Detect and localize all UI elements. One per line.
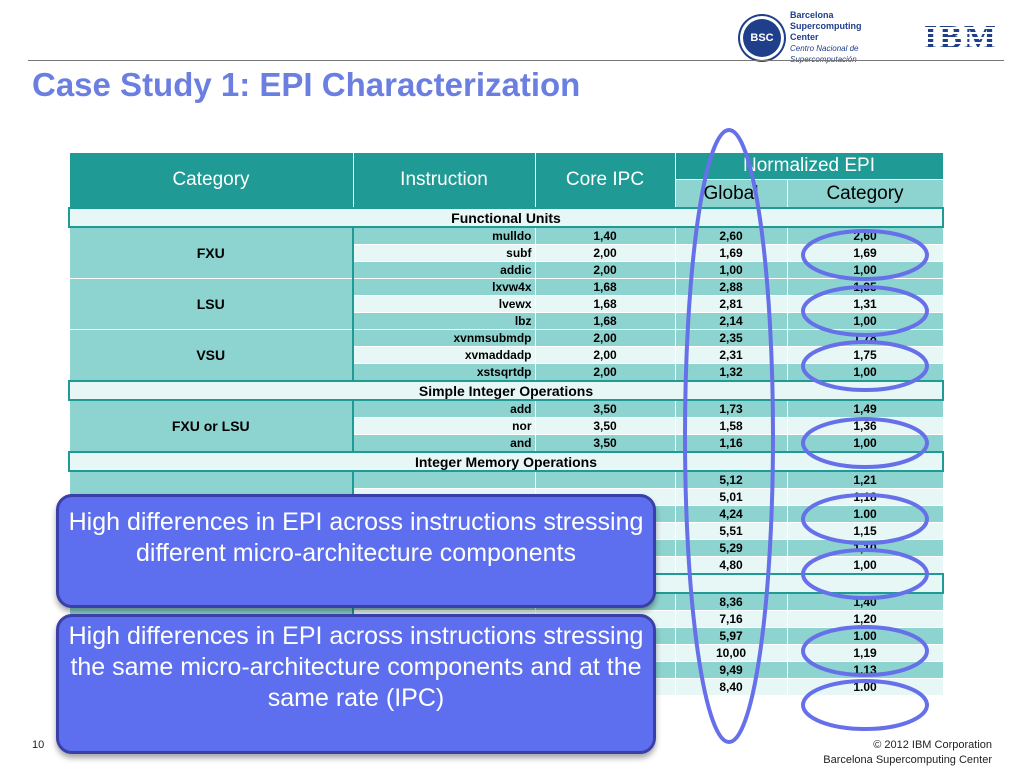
global-epi-cell: 7,16 xyxy=(675,611,787,628)
page-number: 10 xyxy=(32,739,45,751)
section-title: Functional Units xyxy=(69,208,943,227)
core-ipc-cell: 1,68 xyxy=(535,279,675,296)
table-row xyxy=(69,330,943,347)
section-title: Integer Memory Operations xyxy=(69,452,943,471)
instruction-cell: addic xyxy=(353,262,535,279)
global-epi-cell: 1,69 xyxy=(675,245,787,262)
instruction-cell: lvewx xyxy=(353,296,535,313)
category-cell: FXU xyxy=(69,227,353,279)
global-epi-cell: 1,58 xyxy=(675,418,787,435)
category-epi-cell: 1,78 xyxy=(787,330,943,347)
global-epi-cell: 5,97 xyxy=(675,628,787,645)
logo-area xyxy=(740,10,998,65)
core-ipc-cell: 1,68 xyxy=(535,313,675,330)
instruction-cell: xstsqrtdp xyxy=(353,364,535,382)
category-epi-cell: 1.00 xyxy=(787,628,943,645)
core-ipc-cell: 2,00 xyxy=(535,262,675,279)
instruction-cell: lbz xyxy=(353,313,535,330)
global-epi-cell: 2,88 xyxy=(675,279,787,296)
global-epi-cell: 2,35 xyxy=(675,330,787,347)
core-ipc-cell: 1,68 xyxy=(535,296,675,313)
instruction-cell: xvnmsubmdp xyxy=(353,330,535,347)
category-epi-cell: 1,18 xyxy=(787,489,943,506)
global-epi-cell: 1,16 xyxy=(675,435,787,453)
global-epi-cell: 9,49 xyxy=(675,662,787,679)
slide-title: Case Study 1: EPI Characterization xyxy=(32,66,581,103)
bsc-logo xyxy=(740,10,908,65)
instruction-cell: lxvw4x xyxy=(353,279,535,296)
category-epi-cell: 1,15 xyxy=(787,523,943,540)
category-cell: VSU xyxy=(69,330,353,382)
table-row xyxy=(69,400,943,418)
core-ipc-cell: 2,00 xyxy=(535,245,675,262)
instruction-cell: subf xyxy=(353,245,535,262)
category-epi-cell: 1,75 xyxy=(787,347,943,364)
category-epi-cell: 1,00 xyxy=(787,557,943,575)
category-epi-cell: 1,19 xyxy=(787,645,943,662)
title-divider xyxy=(28,60,1004,61)
table-row xyxy=(69,279,943,296)
category-cell: FXU or LSU xyxy=(69,400,353,452)
global-epi-cell: 5,01 xyxy=(675,489,787,506)
bsc-line2: Supercomputing xyxy=(790,21,862,31)
category-epi-cell: 1,00 xyxy=(787,313,943,330)
table-row xyxy=(69,227,943,245)
core-ipc-cell: 3,50 xyxy=(535,435,675,453)
category-epi-cell: 1,13 xyxy=(787,662,943,679)
section-header-row xyxy=(69,381,943,400)
instruction-cell: add xyxy=(353,400,535,418)
global-epi-cell: 2,31 xyxy=(675,347,787,364)
category-epi-cell: 1,49 xyxy=(787,400,943,418)
category-epi-cell: 1,10 xyxy=(787,540,943,557)
global-epi-cell: 2,14 xyxy=(675,313,787,330)
category-epi-cell: 1,69 xyxy=(787,245,943,262)
table-row xyxy=(69,471,943,489)
instruction-cell: and xyxy=(353,435,535,453)
category-epi-cell: 1,31 xyxy=(787,296,943,313)
bsc-line1: Barcelona xyxy=(790,10,834,20)
global-epi-cell: 10,00 xyxy=(675,645,787,662)
core-ipc-cell: 3,50 xyxy=(535,418,675,435)
global-epi-cell: 5,51 xyxy=(675,523,787,540)
footer-copyright: © 2012 IBM Corporation xyxy=(873,739,992,751)
core-ipc-cell: 2,00 xyxy=(535,330,675,347)
category-epi-cell: 1,00 xyxy=(787,364,943,382)
category-epi-cell: 1,00 xyxy=(787,262,943,279)
header-instruction: Instruction xyxy=(353,153,535,209)
bsc-sub: Centro Nacional de xyxy=(790,44,859,53)
category-epi-cell: 1,00 xyxy=(787,435,943,453)
instruction-cell xyxy=(353,471,535,489)
section-header-row xyxy=(69,452,943,471)
ibm-logo: IBM xyxy=(924,18,998,56)
category-epi-cell: 1,20 xyxy=(787,611,943,628)
global-epi-cell: 8,40 xyxy=(675,679,787,696)
category-epi-cell: 1,21 xyxy=(787,471,943,489)
global-epi-cell: 1,73 xyxy=(675,400,787,418)
core-ipc-cell: 2,00 xyxy=(535,347,675,364)
footer-info xyxy=(823,738,992,768)
core-ipc-cell: 1,40 xyxy=(535,227,675,245)
category-epi-cell: 1,36 xyxy=(787,418,943,435)
category-epi-cell: 1,35 xyxy=(787,279,943,296)
global-epi-cell: 5,12 xyxy=(675,471,787,489)
callout-different-components: High differences in EPI across instructions stressing different micro-architecture components xyxy=(56,494,656,608)
core-ipc-cell: 3,50 xyxy=(535,400,675,418)
category-epi-cell: 1.00 xyxy=(787,506,943,523)
header-category-epi: Category xyxy=(787,180,943,208)
callout-same-components: High differences in EPI across instructions stressing the same micro-architecture components and at the same rate (IPC) xyxy=(56,614,656,754)
global-epi-cell: 4,80 xyxy=(675,557,787,575)
instruction-cell: mulldo xyxy=(353,227,535,245)
bsc-line3: Center xyxy=(790,32,819,42)
core-ipc-cell xyxy=(535,471,675,489)
instruction-cell: xvmaddadp xyxy=(353,347,535,364)
header-normalized-epi: Normalized EPI xyxy=(675,153,943,180)
section-header-row xyxy=(69,208,943,227)
global-epi-cell: 8,36 xyxy=(675,593,787,611)
category-epi-cell: 2,60 xyxy=(787,227,943,245)
bsc-logo-circle: BSC xyxy=(740,16,784,60)
footer-center: Barcelona Supercomputing Center xyxy=(823,754,992,766)
category-epi-cell: 1,40 xyxy=(787,593,943,611)
global-epi-cell: 5,29 xyxy=(675,540,787,557)
global-epi-cell: 2,60 xyxy=(675,227,787,245)
section-title: Simple Integer Operations xyxy=(69,381,943,400)
header-core-ipc: Core IPC xyxy=(535,153,675,209)
core-ipc-cell: 2,00 xyxy=(535,364,675,382)
global-epi-cell: 2,81 xyxy=(675,296,787,313)
global-epi-cell: 4,24 xyxy=(675,506,787,523)
bsc-logo-text xyxy=(790,10,908,65)
global-epi-cell: 1,00 xyxy=(675,262,787,279)
instruction-cell: nor xyxy=(353,418,535,435)
header-global: Global xyxy=(675,180,787,208)
category-cell: LSU xyxy=(69,279,353,330)
category-epi-cell: 1.00 xyxy=(787,679,943,696)
header-category: Category xyxy=(69,153,353,209)
global-epi-cell: 1,32 xyxy=(675,364,787,382)
